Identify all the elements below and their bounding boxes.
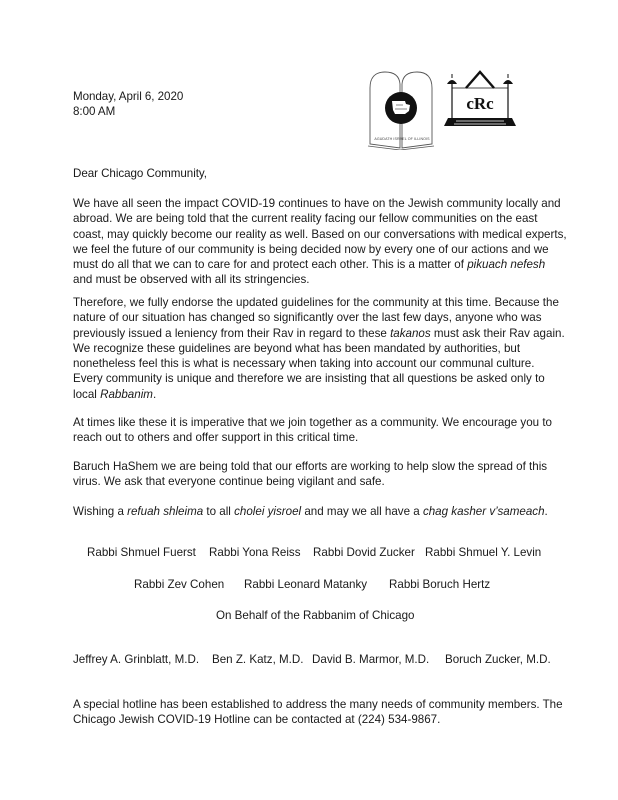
signatory: David B. Marmor, M.D. — [312, 653, 430, 666]
paragraph-4 — [73, 459, 563, 490]
paragraph-line: nature of our situation has changed so significantly over the last few days, anyone who was — [73, 311, 542, 325]
salutation: Dear Chicago Community, — [73, 167, 207, 180]
crc-logo-icon — [442, 68, 518, 132]
agudath-caption: AGUDATH ISRAEL OF ILLINOIS — [374, 137, 430, 141]
on-behalf-text: On Behalf of the Rabbanim of Chicago — [216, 609, 415, 622]
paragraph-line: we feel the future of our community is being decided now by every one of our actions and we — [73, 242, 549, 256]
hebrew-term: Rabbanim — [100, 387, 153, 401]
paragraph-line: At times like these it is imperative that we join together as a community. We encourage you to — [73, 416, 553, 429]
hebrew-term: chag kasher v’sameach — [422, 505, 545, 518]
crc-monogram: cRc — [466, 94, 494, 113]
paragraph-line: abroad. We are being told that the current reality facing our fellow communities on the east — [73, 212, 538, 226]
hebrew-term: refuah shleima — [127, 505, 204, 518]
paragraph-2 — [73, 295, 563, 402]
signatory: Rabbi Shmuel Y. Levin — [425, 546, 542, 559]
paragraph-line: must do all that we can to care for and protect each other. This is a matter of pikuach nefesh — [73, 258, 546, 272]
signatory: Rabbi Leonard Matanky — [244, 578, 368, 591]
paragraph-line: virus. We ask that everyone continue being vigilant and safe. — [73, 475, 385, 489]
signatory: Rabbi Boruch Hertz — [389, 578, 491, 591]
paragraph-line: coast, may quickly become our reality as well. Based on our conversations with medical experts, — [73, 227, 567, 241]
paragraph-line: Baruch HaShem we are being told that our efforts are working to help slow the spread of this — [73, 460, 548, 473]
paragraph-5 — [73, 504, 563, 519]
signatory: Rabbi Dovid Zucker — [313, 546, 415, 559]
paragraph-line: previously issued a leniency from their Rav in regard to these takanos must ask their Rav again. — [73, 326, 565, 340]
signatory: Jeffrey A. Grinblatt, M.D. — [73, 653, 200, 666]
paragraph-line: nonetheless feel this is what is necessary when taking into account our communal culture. — [73, 357, 535, 371]
paragraph-line: A special hotline has been established to address the many needs of community members. The — [73, 698, 563, 711]
paragraph-3 — [73, 415, 563, 446]
letter-time: 8:00 AM — [73, 105, 116, 118]
paragraph-line: Wishing a refuah shleima to all cholei yisroel and may we all have a chag kasher v’sameach. — [73, 505, 548, 518]
hotline-paragraph — [73, 697, 563, 728]
paragraph-line: Therefore, we fully endorse the updated guidelines for the community at this time. Because the — [73, 296, 559, 309]
paragraph-1 — [73, 196, 567, 288]
signatory: Ben Z. Katz, M.D. — [212, 653, 304, 666]
hebrew-term: cholei yisroel — [234, 505, 302, 518]
paragraph-line: Every community is unique and therefore we are insisting that all questions be asked only to — [73, 372, 545, 386]
hotline-phone-line: Chicago Jewish COVID-19 Hotline can be contacted at (224) 534-9867. — [73, 713, 441, 727]
signatory: Rabbi Zev Cohen — [134, 578, 225, 591]
letter-date: Monday, April 6, 2020 — [73, 90, 184, 103]
signatory: Boruch Zucker, M.D. — [445, 653, 551, 666]
signatory: Rabbi Shmuel Fuerst — [87, 546, 196, 559]
paragraph-line: reach out to others and offer support in this critical time. — [73, 431, 359, 445]
paragraph-line: local Rabbanim. — [73, 387, 157, 401]
hebrew-term: takanos — [390, 326, 431, 340]
hebrew-term: pikuach nefesh — [467, 258, 546, 272]
paragraph-line: We have all seen the impact COVID-19 continues to have on the Jewish community locally and — [73, 197, 561, 210]
paragraph-line: and must be observed with all its stringencies. — [73, 273, 310, 287]
paragraph-line: We recognize these guidelines are beyond what has been mandated by authorities, but — [73, 341, 521, 355]
signatory: Rabbi Yona Reiss — [209, 546, 301, 559]
